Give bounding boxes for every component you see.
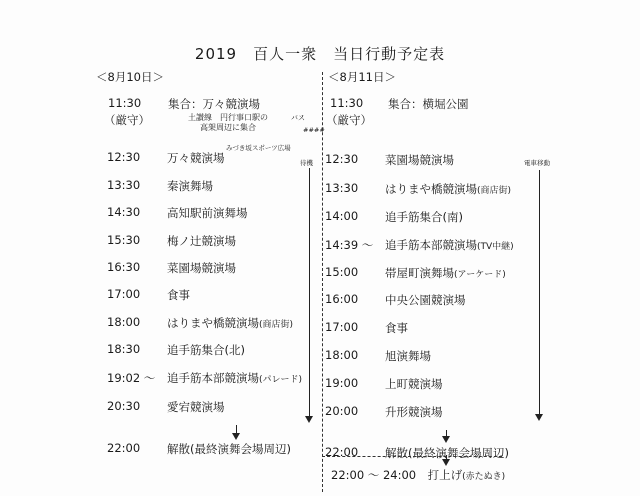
time-cell: 13:30 xyxy=(325,181,359,195)
event-cell xyxy=(167,370,302,386)
event-note: (パレード) xyxy=(259,375,303,385)
event-name: 帯屋町演舞場 xyxy=(385,266,454,280)
event-cell xyxy=(167,260,236,276)
time-cell: 20:00 xyxy=(325,404,359,418)
event-name: 秦演舞場 xyxy=(167,179,213,193)
train-note: 電車移動 xyxy=(524,159,550,167)
time-cell: 18:00 xyxy=(107,315,141,329)
event-name: 追手筋本部競演場 xyxy=(385,238,477,252)
day1-long-arrow-head xyxy=(305,416,313,423)
event-cell xyxy=(167,342,245,358)
note-line-1: 土讃線 円行事口駅の xyxy=(188,113,268,122)
event-cell xyxy=(385,152,454,168)
day1-first-event: 集合：万々競演場 xyxy=(168,97,260,111)
event-note: (商店街) xyxy=(477,186,512,196)
event-name: 梅ノ辻競演場 xyxy=(167,234,236,248)
event-note: (TV中継) xyxy=(477,242,514,252)
event-name: 食事 xyxy=(385,321,408,335)
event-name: 解散(最終演舞会場周辺) xyxy=(385,446,509,460)
event-name: 上町競演場 xyxy=(385,377,443,391)
event-name: 追手筋本部競演場 xyxy=(167,371,259,385)
bus-note: バス xyxy=(291,114,305,122)
day1-meeting-note xyxy=(188,113,268,133)
time-cell: 14:00 xyxy=(325,209,359,223)
day2-long-arrow-head xyxy=(535,414,543,421)
day2-first-event: 集合：横堀公園 xyxy=(388,97,469,111)
event-name: 追手筋集合(北) xyxy=(167,343,245,357)
day2-end-arrow-head xyxy=(442,436,450,443)
time-cell: 16:00 xyxy=(325,292,359,306)
time-cell: 19:02 ～ xyxy=(107,371,156,385)
day2-long-arrow-line xyxy=(539,170,540,416)
event-name: 解散(最終演舞会場周辺) xyxy=(167,442,291,456)
day1-end-arrow-head xyxy=(232,433,240,440)
plaza-note: みづき坂スポーツ広場 xyxy=(226,144,291,152)
time-cell: 19:00 xyxy=(325,376,359,390)
day1-long-arrow-line xyxy=(309,168,310,418)
time-cell: 12:30 xyxy=(107,150,141,164)
event-name: 愛宕競演場 xyxy=(167,400,225,414)
event-name: 万々競演場 xyxy=(167,151,225,165)
time-cell: 17:00 xyxy=(325,320,359,334)
page-title: 2019 百人一衆 当日行動予定表 xyxy=(194,45,446,63)
day2-label: ＜8月11日＞ xyxy=(328,70,396,84)
event-cell xyxy=(167,205,248,221)
column-divider xyxy=(322,72,323,492)
event-name: 升形競演場 xyxy=(385,405,443,419)
day2-dash-line xyxy=(322,456,502,457)
event-name: 中央公園競演場 xyxy=(385,293,466,307)
day2-first-sub: （厳守） xyxy=(326,113,372,127)
event-cell xyxy=(167,315,293,331)
event-cell xyxy=(385,404,443,420)
event-cell xyxy=(385,348,431,364)
time-cell: 14:30 xyxy=(107,205,141,219)
event-note: (商店街) xyxy=(259,320,294,330)
event-cell xyxy=(167,178,213,194)
time-cell: 16:30 xyxy=(107,260,141,274)
time-cell: 18:00 xyxy=(325,348,359,362)
time-cell: 18:30 xyxy=(107,342,141,356)
day2-first-time: 11:30 xyxy=(330,96,364,110)
event-cell xyxy=(385,376,443,392)
event-name: 菜園場競演場 xyxy=(167,261,236,275)
event-cell xyxy=(167,399,225,415)
event-name: 食事 xyxy=(167,288,190,302)
day1-first-sub: （厳守） xyxy=(104,113,150,127)
time-cell: 14:39 ～ xyxy=(325,238,374,252)
event-name: 旭演舞場 xyxy=(385,349,431,363)
event-cell xyxy=(385,445,509,461)
time-cell: 15:30 xyxy=(107,233,141,247)
event-cell xyxy=(167,287,190,303)
event-cell xyxy=(385,320,408,336)
event-cell xyxy=(385,209,463,225)
event-cell xyxy=(385,265,506,281)
day1-label: ＜8月10日＞ xyxy=(96,70,164,84)
time-cell: 22:00 xyxy=(107,441,141,455)
time-cell: 12:30 xyxy=(325,152,359,166)
event-cell xyxy=(385,292,466,308)
event-name: はりまや橋競演場 xyxy=(167,316,259,330)
time-cell: 15:00 xyxy=(325,265,359,279)
event-cell xyxy=(385,181,511,197)
hashes-note: #### xyxy=(303,126,325,134)
event-cell xyxy=(167,233,236,249)
time-cell: 20:30 xyxy=(107,399,141,413)
event-note: (アーケード) xyxy=(454,270,506,280)
event-cell xyxy=(167,441,291,457)
event-name: 菜園場競演場 xyxy=(385,153,454,167)
event-cell xyxy=(385,237,514,253)
day2-party: 22:00 ～ 24:00 打上げ(赤たぬき) xyxy=(331,468,506,482)
time-cell: 22:00 xyxy=(325,445,359,459)
note-line-2: 高架周辺に集合 xyxy=(200,123,256,132)
event-name: はりまや橋競演場 xyxy=(385,182,477,196)
event-name: 追手筋集合(南) xyxy=(385,210,463,224)
event-cell xyxy=(167,150,225,166)
event-name: 高知駅前演舞場 xyxy=(167,206,248,220)
day1-first-time: 11:30 xyxy=(108,96,142,110)
wait-note: 待機 xyxy=(300,159,313,167)
time-cell: 13:30 xyxy=(107,178,141,192)
time-cell: 17:00 xyxy=(107,287,141,301)
